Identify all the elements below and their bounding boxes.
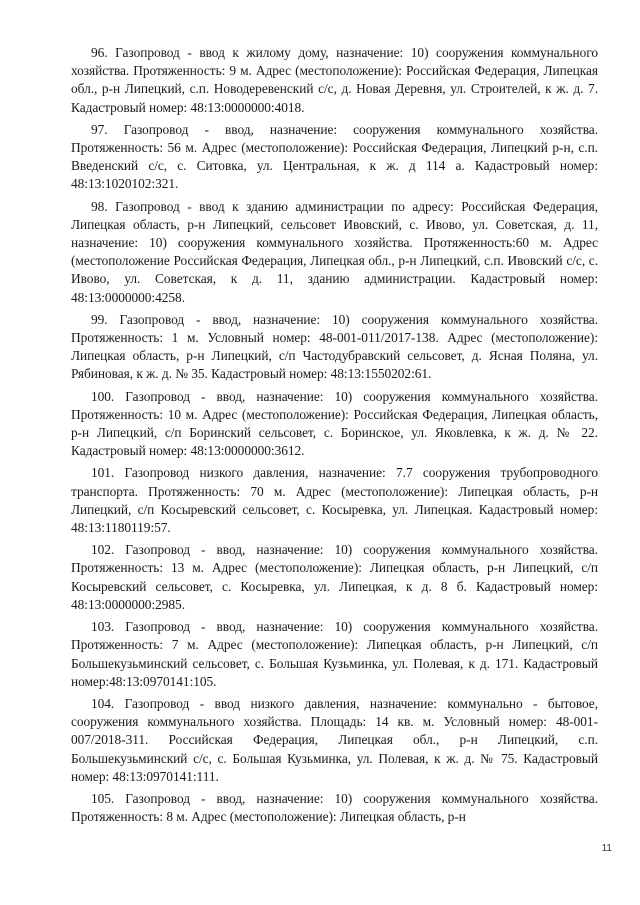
page-number: 11	[601, 843, 612, 854]
list-item-96: 96. Газопровод - ввод к жилому дому, назначение: 10) сооружения коммунального хозяйства. Протяженность: 9 м. Адрес (местоположение): Российская Федерация, Липецкая обл., р-н Липецкий, с.п. Новодеревенский с/с, д. Новая Деревня, ул. Строителей, к ж. д. 7. Кадастровый номер: 48:13:0000000:4018.	[71, 45, 598, 115]
document-body	[71, 44, 598, 830]
list-item-105: 105. Газопровод - ввод, назначение: 10) сооружения коммунального хозяйства. Протяженность: 8 м. Адрес (местоположение): Липецкая область, р-н	[71, 790, 598, 825]
list-item-101: 101. Газопровод низкого давления, назначение: 7.7 сооружения трубопроводного транспорта. Протяженность: 70 м. Адрес (местоположение): Липецкая область, р-н Липецкий, с/п Косыревский сельсовет, с. Косыревка, ул. Липецкая. Кадастровый номер: 48:13:1180119:57.	[71, 465, 598, 536]
list-item-97: 97. Газопровод - ввод, назначение: сооружения коммунального хозяйства. Протяженность: 56 м. Адрес (местоположение): Российская Федерация, Липецкий р-н, с.п. Введенский с/с, с. Ситовка, ул. Центральная, к ж. д 114 а. Кадастровый номер: 48:13:1020102:321.	[71, 121, 598, 192]
list-item-98: 98. Газопровод - ввод к зданию администрации по адресу: Российская Федерация, Липецкая область, р-н Липецкий, сельсовет Ивовский, с. Ивово, ул. Советская, д. 11, назначение: 10) сооружения коммунального хозяйства. Протяженность:60 м. Адрес (местоположение Российская Федерация, Липецкая обл., р-н Липецкий, с.п. Ивовский с/с, с. Ивово, ул. Советская, к д. 11, зданию администрации. Кадастровый номер: 48:13:0000000:4258.	[71, 198, 598, 305]
list-item-104: 104. Газопровод - ввод низкого давления, назначение: коммунально - бытовое, сооружения коммунального хозяйства. Площадь: 14 кв. м. Условный номер: 48-001-007/2018-311. Российская Федерация, Липецкая обл., р-н Липецкий, с.п. Большекузьминский с/с, с. Большая Кузьминка, ул. Полевая, к ж. д. № 75. Кадастровый номер: 48:13:0970141:111.	[71, 695, 598, 784]
list-item-100: 100. Газопровод - ввод, назначение: 10) сооружения коммунального хозяйства. Протяженность: 10 м. Адрес (местоположение): Российская Федерация, Липецкая область, р-н Липецкий, с/п Боринский сельсовет, с. Боринское, ул. Яковлевка, к ж. д. № 22. Кадастровый номер: 48:13:0000000:3612.	[71, 388, 598, 459]
list-item-102: 102. Газопровод - ввод, назначение: 10) сооружения коммунального хозяйства. Протяженность: 13 м. Адрес (местоположение): Липецкая область, р-н Липецкий, с/п Косыревский сельсовет, с. Косыревка, ул. Липецкая, к д. 8 б. Кадастровый номер: 48:13:0000000:2985.	[71, 542, 598, 612]
list-item-99: 99. Газопровод - ввод, назначение: 10) сооружения коммунального хозяйства. Протяженность: 1 м. Условный номер: 48-001-011/2017-138. Адрес (местоположение): Липецкая область, р-н Липецкий, с/п Частодубравский сельсовет, д. Ясная Поляна, ул. Рябиновая, к ж. д. № 35. Кадастровый номер: 48:13:1550202:61.	[71, 311, 598, 382]
list-item-103: 103. Газопровод - ввод, назначение: 10) сооружения коммунального хозяйства. Протяженность: 7 м. Адрес (местоположение): Липецкая область, р-н Липецкий, с/п Большекузьминский сельсовет, с. Большая Кузьминка, ул. Полевая, к д. 171. Кадастровый номер:48:13:0970141:105.	[71, 619, 598, 689]
